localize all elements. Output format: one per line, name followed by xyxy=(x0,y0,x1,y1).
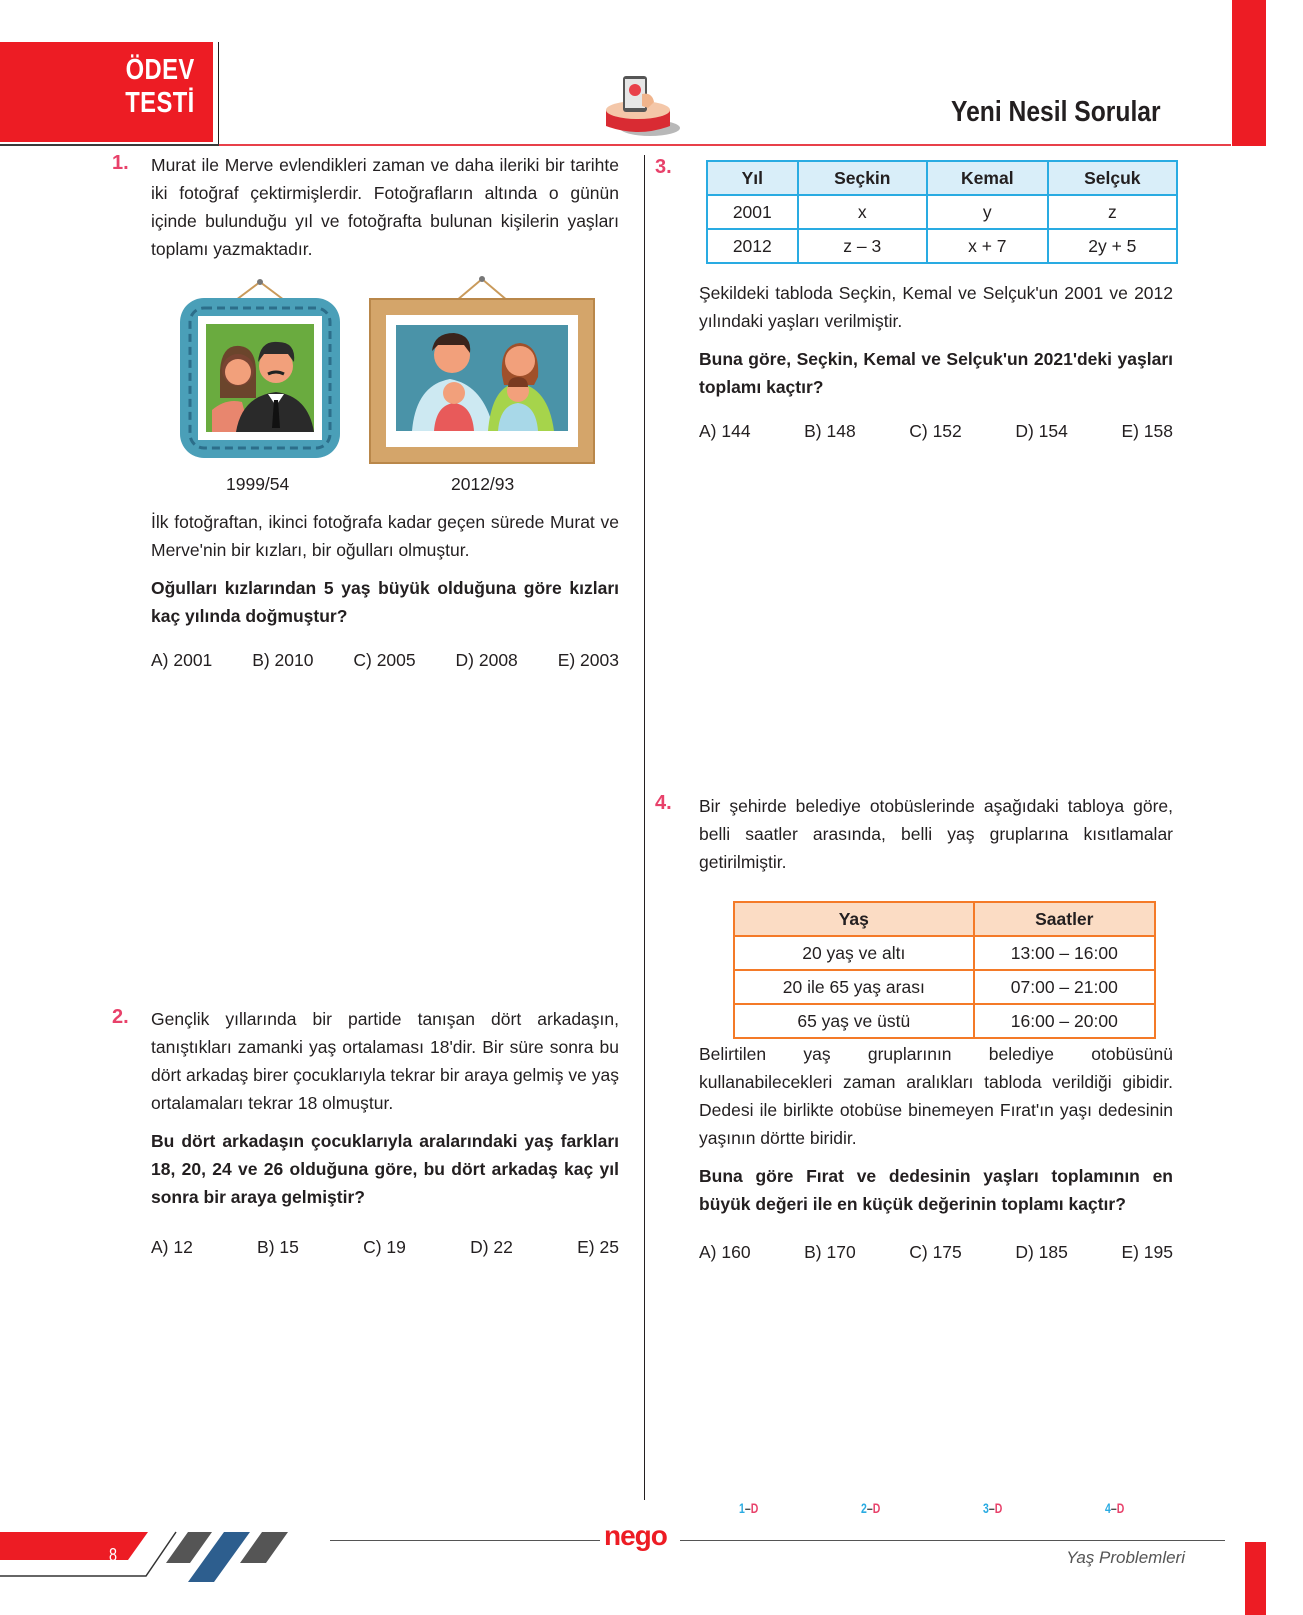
option-b[interactable]: B) 148 xyxy=(804,421,856,441)
question-text: Gençlik yıllarında bir partide tanışan dört arkadaşın, tanıştıkları zamanki yaş ortalaması 18'dir. Bir süre sonra bu dört arkadaş birer çocuklarıyla tekrar bir araya gelmiş ve yaş ortalamaları tekrar 18 olmuştur. xyxy=(151,1009,619,1113)
option-d[interactable]: D) 22 xyxy=(470,1237,513,1257)
option-e[interactable]: E) 158 xyxy=(1121,421,1173,441)
question-number: 3. xyxy=(655,156,672,178)
table-cell: 13:00 – 16:00 xyxy=(974,936,1155,970)
question-text: Bir şehirde belediye otobüslerinde aşağıdaki tabloya göre, belli saatler arasında, belli yaş gruplarına kısıtlamalar getirilmiştir. xyxy=(699,796,1173,872)
header-badge-title xyxy=(126,54,195,120)
table-row xyxy=(734,970,1155,1004)
answer-key-dash: – xyxy=(866,1500,873,1516)
question-text: İlk fotoğraftan, ikinci fotoğrafa kadar geçen sürede Murat ve Merve'nin bir kızları, bir oğulları olmuştur. xyxy=(151,512,619,560)
ages-table xyxy=(706,160,1178,264)
bus-hours-table xyxy=(733,901,1156,1039)
option-e[interactable]: E) 2003 xyxy=(557,650,619,670)
question-4-continued xyxy=(699,1040,1173,1266)
chapter-title: Yaş Problemleri xyxy=(1066,1548,1185,1567)
table-cell: 16:00 – 20:00 xyxy=(974,1004,1155,1038)
answer-options xyxy=(151,1233,619,1261)
table-cell: y xyxy=(927,195,1048,229)
answer-options xyxy=(699,417,1173,445)
table-cell: x xyxy=(798,195,927,229)
table-header: Yıl xyxy=(707,161,798,195)
table-row xyxy=(734,936,1155,970)
answer-key-number: 1 xyxy=(739,1500,745,1516)
option-a[interactable]: A) 144 xyxy=(699,421,751,441)
option-e[interactable]: E) 195 xyxy=(1121,1242,1173,1262)
question-number: 4. xyxy=(655,792,672,814)
option-c[interactable]: C) 2005 xyxy=(353,650,416,670)
header-divider xyxy=(218,42,219,145)
header-side-tab xyxy=(1232,0,1266,146)
answer-key-dash: – xyxy=(1110,1500,1117,1516)
table-row xyxy=(734,1004,1155,1038)
family-portrait-frame-icon xyxy=(368,275,596,465)
answer-key-letter: D xyxy=(872,1500,881,1516)
table-header: Seçkin xyxy=(798,161,927,195)
nego-logo-icon xyxy=(604,1520,684,1560)
badge-line-2: TESTİ xyxy=(125,87,195,119)
question-3 xyxy=(699,279,1173,445)
option-b[interactable]: B) 15 xyxy=(257,1237,299,1257)
table-cell: 65 yaş ve üstü xyxy=(734,1004,974,1038)
question-1-continued xyxy=(151,508,619,674)
option-b[interactable]: B) 170 xyxy=(804,1242,856,1262)
answer-key-letter: D xyxy=(994,1500,1003,1516)
answer-key-item xyxy=(739,1500,758,1516)
question-prompt: Buna göre, Seçkin, Kemal ve Selçuk'un 2021'deki yaşları toplamı kaçtır? xyxy=(699,349,1173,397)
answer-key-item xyxy=(1105,1500,1124,1516)
answer-key-item xyxy=(983,1500,1002,1516)
table-cell: 2012 xyxy=(707,229,798,263)
phone-on-pedestal-icon xyxy=(598,72,688,142)
answer-options xyxy=(151,646,619,674)
option-e[interactable]: E) 25 xyxy=(577,1237,619,1257)
option-c[interactable]: C) 175 xyxy=(909,1242,962,1262)
header-rule-left xyxy=(0,144,219,146)
header-badge xyxy=(0,42,213,142)
footer-side-tab xyxy=(1245,1542,1266,1615)
couple-portrait-frame-icon xyxy=(176,278,344,464)
option-a[interactable]: A) 12 xyxy=(151,1237,193,1257)
table-row xyxy=(707,195,1177,229)
logo-text: nego xyxy=(604,1520,667,1551)
question-2 xyxy=(151,1005,619,1261)
section-title: Yeni Nesil Sorular xyxy=(951,96,1161,128)
footer-stripes xyxy=(0,1526,330,1582)
question-text: Belirtilen yaş gruplarının belediye otobüsünü kullanabilecekleri zaman aralıkları tabloda verildiği gibidir. Dedesi ile birlikte otobüse binemeyen Fırat'ın yaşı dedesinin yaşının dörtte biridir. xyxy=(699,1044,1173,1148)
option-d[interactable]: D) 154 xyxy=(1015,421,1068,441)
answer-key-item xyxy=(861,1500,880,1516)
table-row xyxy=(707,229,1177,263)
question-1 xyxy=(151,151,619,263)
table-cell: 2001 xyxy=(707,195,798,229)
question-text: Şekildeki tabloda Seçkin, Kemal ve Selçuk'un 2001 ve 2012 yılındaki yaşları verilmiştir. xyxy=(699,283,1173,331)
table-cell: x + 7 xyxy=(927,229,1048,263)
answer-key-dash: – xyxy=(988,1500,995,1516)
photo-caption: 1999/54 xyxy=(226,474,290,494)
photo-caption: 2012/93 xyxy=(451,474,515,494)
table-header-row xyxy=(734,902,1155,936)
answer-key-number: 2 xyxy=(861,1500,867,1516)
option-a[interactable]: A) 2001 xyxy=(151,650,213,670)
question-prompt: Oğulları kızlarından 5 yaş büyük olduğuna göre kızları kaç yılında doğmuştur? xyxy=(151,578,619,626)
table-cell: z xyxy=(1048,195,1177,229)
page-number: 8 xyxy=(109,1545,118,1565)
question-number: 1. xyxy=(112,152,129,174)
answer-key-letter: D xyxy=(750,1500,759,1516)
table-cell: 2y + 5 xyxy=(1048,229,1177,263)
footer-rule xyxy=(330,1540,1225,1541)
column-divider xyxy=(644,155,645,1500)
question-text: Murat ile Merve evlendikleri zaman ve daha ileriki bir tarihte iki fotoğraf çektirmişlerdir. Fotoğrafların altında o günün içinde bulunduğu yıl ve fotoğrafta bulunan kişilerin yaşları toplamı yazmaktadır. xyxy=(151,155,619,259)
table-header: Saatler xyxy=(974,902,1155,936)
table-cell: z – 3 xyxy=(798,229,927,263)
question-4 xyxy=(699,792,1173,876)
table-cell: 07:00 – 21:00 xyxy=(974,970,1155,1004)
table-header: Kemal xyxy=(927,161,1048,195)
question-prompt: Buna göre Fırat ve dedesinin yaşları toplamının en büyük değeri ile en küçük değerinin toplamı kaçtır? xyxy=(699,1166,1173,1214)
table-cell: 20 ile 65 yaş arası xyxy=(734,970,974,1004)
option-a[interactable]: A) 160 xyxy=(699,1242,751,1262)
badge-line-1: ÖDEV xyxy=(125,54,195,86)
table-header: Yaş xyxy=(734,902,974,936)
table-header: Selçuk xyxy=(1048,161,1177,195)
option-d[interactable]: D) 2008 xyxy=(455,650,518,670)
option-c[interactable]: C) 152 xyxy=(909,421,962,441)
question-prompt: Bu dört arkadaşın çocuklarıyla aralarındaki yaş farkları 18, 20, 24 ve 26 olduğuna göre, bu dört arkadaş kaç yıl sonra bir araya gelmiştir? xyxy=(151,1131,619,1207)
option-d[interactable]: D) 185 xyxy=(1015,1242,1068,1262)
answer-key-letter: D xyxy=(1116,1500,1125,1516)
answer-key-number: 3 xyxy=(983,1500,989,1516)
answer-key-dash: – xyxy=(744,1500,751,1516)
table-header-row xyxy=(707,161,1177,195)
option-c[interactable]: C) 19 xyxy=(363,1237,406,1257)
question-number: 2. xyxy=(112,1006,129,1028)
header-rule xyxy=(219,144,1231,146)
answer-options xyxy=(699,1238,1173,1266)
answer-key-number: 4 xyxy=(1105,1500,1111,1516)
option-b[interactable]: B) 2010 xyxy=(252,650,314,670)
table-cell: 20 yaş ve altı xyxy=(734,936,974,970)
